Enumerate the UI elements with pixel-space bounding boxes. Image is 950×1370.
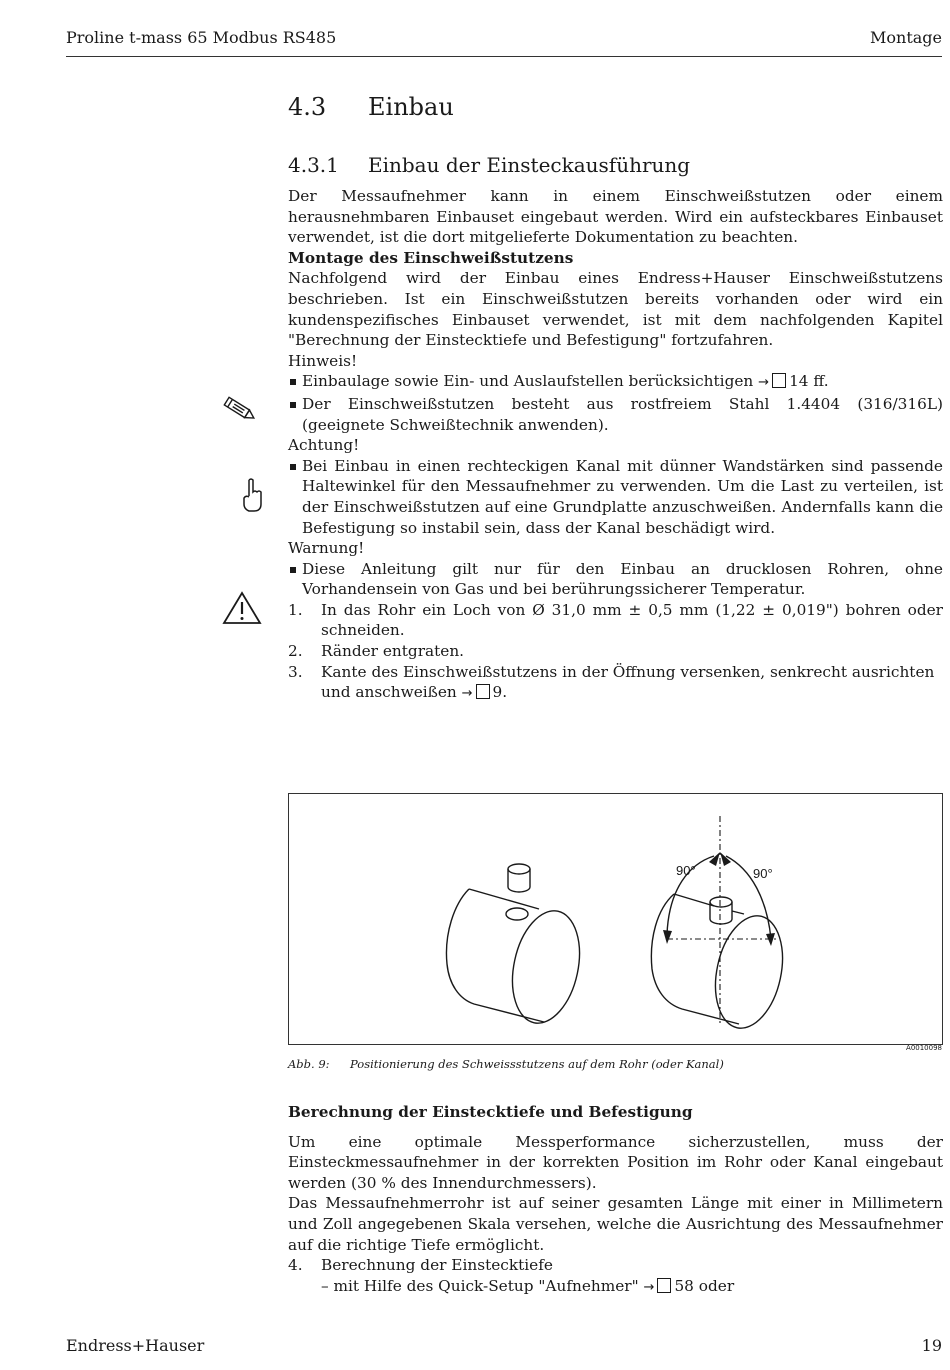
section-title: Einbau — [368, 93, 454, 121]
page-ref-icon — [772, 373, 786, 388]
montage-paragraph: Nachfolgend wird der Einbau eines Endress+Hauser Einschweißstutzens beschrieben. Ist ein Einschweißstutzen bereits vorhanden oder wird ein kundenspezifisches Einbauset verwendet, ist mit dem nachfolgenden Kapitel "Berechnung der Einstecktiefe und Befestigung" fortzufahren. — [288, 269, 943, 350]
header-rule — [66, 56, 942, 57]
figure-box — [288, 793, 943, 1045]
page-ref-icon — [657, 1278, 671, 1293]
arrowhead-left-top — [709, 852, 720, 866]
berechnung-paragraph-1: Um eine optimale Messperformance sicherzustellen, muss der Einsteckmessaufnehmer in der korrekten Position im Rohr oder Kanal eingebaut werden (30 % des Innendurchmessers). — [288, 1132, 943, 1192]
figure-caption-label: Abb. 9: — [288, 1057, 330, 1071]
step-3-figure-ref[interactable]: 9. — [492, 683, 508, 702]
pencil-note-icon — [220, 396, 260, 424]
step-4-text: Berechnung der Einstecktiefe — [321, 1256, 553, 1275]
berechnung-paragraph-2: Das Messaufnehmerrohr ist auf seiner gesamten Länge mit einer in Millimetern und Zoll angegebenen Skala versehen, welche die Ausrichtung des Messaufnehmer auf die richtige Tiefe ermöglicht. — [288, 1194, 943, 1254]
berechnung-section — [288, 1102, 943, 1298]
main-content — [288, 186, 943, 705]
berechnung-heading: Berechnung der Einstecktiefe und Befestigung — [288, 1103, 693, 1121]
warnung-label: Warnung! — [288, 539, 365, 558]
hinweis-bullet-1 — [288, 371, 943, 394]
figure-ref-icon — [476, 684, 490, 699]
arrowhead-right-top — [720, 852, 731, 866]
section-number: 4.3 — [288, 93, 327, 121]
right-pipe-end — [706, 910, 792, 1035]
figure-caption-text: Positionierung des Schweissstutzens auf dem Rohr (oder Kanal) — [350, 1057, 724, 1071]
figure-drawing — [289, 794, 942, 1044]
arrowhead-left-bottom — [663, 930, 672, 944]
ref-arrow-icon: → — [461, 686, 473, 702]
step-2 — [288, 641, 943, 662]
angle-label-left: 90° — [676, 863, 696, 878]
angle-label-right: 90° — [753, 866, 773, 881]
step-1-number: 1. — [288, 600, 303, 619]
hinweis-bullet-2: Der Einschweißstutzen besteht aus rostfreiem Stahl 1.4404 (316/316L) (geeignete Schweißtechnik anwenden). — [288, 394, 943, 435]
step-4-subitem: – mit Hilfe des Quick-Setup "Aufnehmer" — [321, 1276, 639, 1295]
hinweis-bullet-1-text: Einbaulage sowie Ein- und Auslaufstellen berücksichtigen — [302, 372, 754, 391]
hinweis-page-ref[interactable]: 14 ff. — [789, 372, 829, 391]
left-pipe-outline — [446, 889, 544, 1022]
step-1 — [288, 600, 943, 641]
achtung-bullet-1: Bei Einbau in einen rechteckigen Kanal mit dünner Wandstärken sind passende Haltewinkel für den Messaufnehmer zu verwenden. Um die Last zu verteilen, ist der Einschweißstutzen auf eine Grundplatte anzuschweißen. Andernfalls kann die Befestigung so instabil sein, dass der Kanal beschädigt wird. — [288, 456, 943, 538]
step-3-text: Kante des Einschweißstutzens in der Öffnung versenken, senkrecht ausrichten und anschweißen — [321, 662, 935, 702]
header-chapter: Montage — [870, 28, 942, 47]
warning-triangle-icon — [222, 591, 262, 625]
step-3 — [288, 662, 943, 705]
left-stub-top — [508, 864, 530, 874]
left-pipe-end — [503, 905, 589, 1030]
pointing-hand-icon — [240, 478, 266, 514]
ref-arrow-icon: → — [758, 375, 770, 391]
left-pipe-top-edge — [469, 889, 539, 909]
figure-caption — [288, 1057, 724, 1071]
footer-brand: Endress+Hauser — [66, 1336, 205, 1355]
hinweis-label: Hinweis! — [288, 351, 358, 370]
step-3-number: 3. — [288, 662, 303, 681]
step-1-text: In das Rohr ein Loch von Ø 31,0 mm ± 0,5 mm (1,22 ± 0,019") bohren oder schneiden. — [321, 600, 943, 640]
section-heading — [288, 93, 454, 121]
header-title: Proline t-mass 65 Modbus RS485 — [66, 28, 337, 47]
step-2-number: 2. — [288, 642, 303, 661]
step-4 — [288, 1255, 943, 1298]
left-pipe-hole — [506, 908, 528, 920]
ref-arrow-icon: → — [643, 1279, 655, 1295]
step-4-page-ref[interactable]: 58 oder — [674, 1276, 735, 1295]
montage-heading: Montage des Einschweißstutzens — [288, 248, 574, 267]
right-stub-top — [710, 897, 732, 907]
footer-page-number: 19 — [921, 1336, 942, 1355]
subsection-title: Einbau der Einsteckausführung — [368, 153, 691, 177]
intro-paragraph: Der Messaufnehmer kann in einem Einschweißstutzen oder einem herausnehmbaren Einbauset eingebaut werden. Wird ein aufsteckbares Einbauset verwendet, ist die dort mitgelieferte Dokumentation zu beachten. — [288, 187, 943, 247]
right-pipe-top-edge — [674, 894, 744, 914]
figure-code: A0010098 — [906, 1044, 942, 1052]
right-pipe-outline — [651, 894, 739, 1024]
subsection-heading — [288, 153, 690, 177]
step-2-text: Ränder entgraten. — [321, 642, 465, 661]
subsection-number: 4.3.1 — [288, 153, 339, 177]
warnung-bullet-1: Diese Anleitung gilt nur für den Einbau an drucklosen Rohren, ohne Vorhandensein von Gas und bei berührungssicherer Temperatur. — [288, 559, 943, 600]
achtung-label: Achtung! — [288, 436, 360, 455]
step-4-number: 4. — [288, 1256, 303, 1275]
